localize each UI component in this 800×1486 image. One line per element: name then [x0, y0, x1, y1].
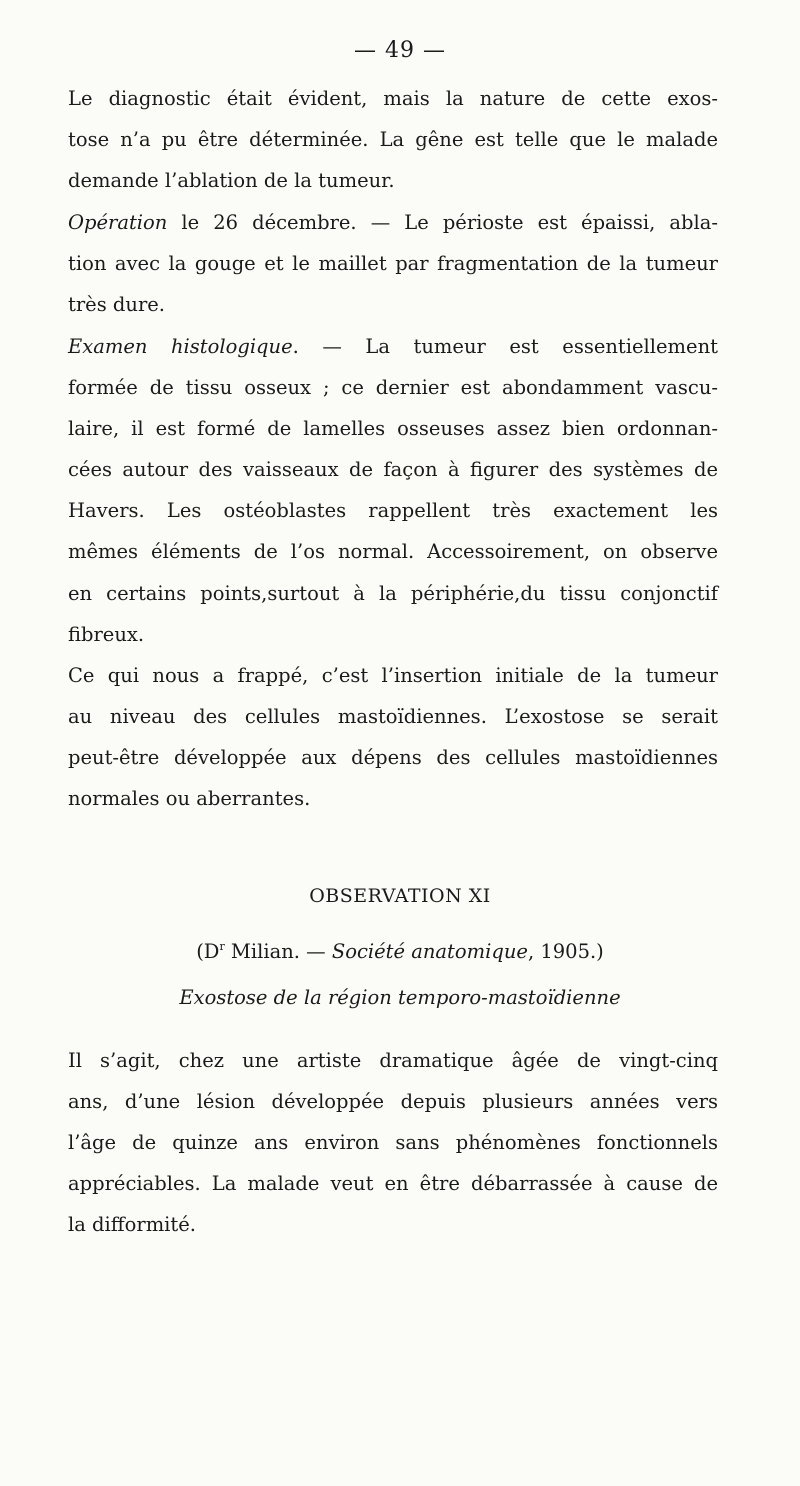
text-line: peut-être développée aux dépens des cellules mastoïdiennes — [68, 746, 718, 769]
source-journal: Société anatomique — [331, 940, 528, 963]
observation-source — [0, 934, 800, 965]
text-line: Il s’agit, chez une artiste dramatique âgée de vingt-cinq — [68, 1049, 718, 1072]
section-label-operation: Opération — [68, 211, 168, 234]
text-line: Ce qui nous a frappé, c’est l’insertion initiale de la tumeur — [68, 664, 718, 687]
text-line — [68, 210, 718, 236]
text-line: formée de tissu osseux ; ce dernier est abondamment vascu- — [68, 376, 718, 399]
text-line: en certains points,surtout à la périphérie,du tissu conjonctif — [68, 582, 718, 605]
text-line — [68, 334, 718, 360]
page-number: — 49 — — [354, 38, 446, 63]
source-year: , 1905.) — [527, 940, 604, 963]
text-line: l’âge de quinze ans environ sans phénomènes fonctionnels — [68, 1131, 718, 1154]
text-line: normales ou aberrantes. — [68, 787, 311, 810]
text-line: tose n’a pu être déterminée. La gêne est telle que le malade — [68, 128, 718, 151]
text-span: . — La tumeur est essentiellement — [292, 335, 718, 358]
text-line: cées autour des vaisseaux de façon à figurer des systèmes de — [68, 458, 718, 481]
observation-subtitle: Exostose de la région temporo-mastoïdienne — [179, 986, 621, 1009]
text-line: Havers. Les ostéoblastes rappellent très exactement les — [68, 499, 718, 522]
text-line: au niveau des cellules mastoïdiennes. L’exostose se serait — [68, 705, 718, 728]
text-line: appréciables. La malade veut en être débarrassée à cause de — [68, 1172, 718, 1195]
text-line: fibreux. — [68, 623, 145, 646]
source-author: Milian. — — [224, 940, 332, 963]
text-line: Le diagnostic était évident, mais la nature de cette exos- — [68, 87, 718, 110]
text-line: demande l’ablation de la tumeur. — [68, 169, 395, 192]
section-label-examen: Examen histologique — [68, 335, 293, 358]
text-line: mêmes éléments de l’os normal. Accessoirement, on observe — [68, 540, 718, 563]
source-open: (D — [196, 940, 220, 963]
text-line: la difformité. — [68, 1213, 196, 1236]
text-line: ans, d’une lésion développée depuis plusieurs années vers — [68, 1090, 718, 1113]
text-line: laire, il est formé de lamelles osseuses assez bien ordonnan- — [68, 417, 718, 440]
text-line: tion avec la gouge et le maillet par fragmentation de la tumeur — [68, 252, 718, 275]
observation-title: OBSERVATION XI — [309, 885, 491, 907]
source-sup: r — [219, 940, 225, 953]
text-line: très dure. — [68, 293, 166, 316]
text-span: le 26 décembre. — Le périoste est épaissi, abla- — [167, 211, 718, 234]
